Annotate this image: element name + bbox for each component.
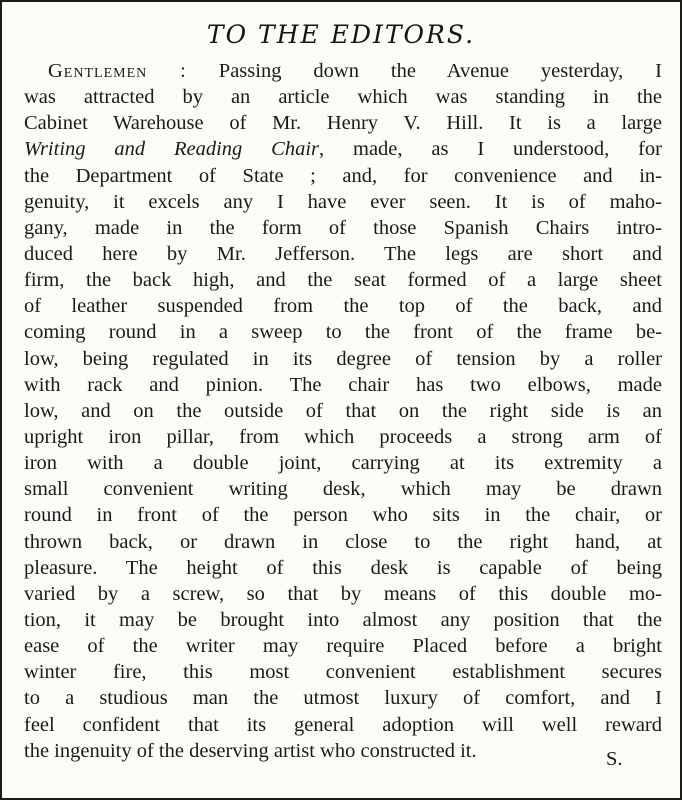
chair-name-italic: Writing and Reading Chair [24,138,320,161]
text-line: round in front of the person who sits in the chair, or [24,504,662,527]
text-line: low, and on the outside of that on the right side is an [24,399,662,422]
article-heading: TO THE EDITORS. [206,20,476,49]
text-line: Cabinet Warehouse of Mr. Henry V. Hill. It is a large [24,112,662,135]
text-line: Gentlemen : Passing down the Avenue yesterday, I [48,60,662,82]
text-line: thrown back, or drawn in close to the right hand, at [24,530,662,553]
text-line: to a studious man the utmost luxury of comfort, and I [24,687,662,710]
text-line: Writing and Reading Chair, made, as I understood, for [24,138,662,161]
signature: S. [606,748,623,770]
text-line: duced here by Mr. Jefferson. The legs are short and [24,242,662,265]
text-line: gany, made in the form of those Spanish Chairs intro- [24,216,662,239]
text-line: feel confident that its general adoption will well reward [24,713,662,736]
text-line: with rack and pinion. The chair has two elbows, made [24,373,662,396]
text-line: coming round in a sweep to the front of the frame be- [24,321,662,344]
text-line: was attracted by an article which was standing in the [24,86,662,109]
text-line: ease of the writer may require Placed before a bright [24,635,662,658]
text-line: upright iron pillar, from which proceeds a strong arm of [24,425,662,448]
text-line: the Department of State ; and, for convenience and in- [24,164,662,187]
text-line: of leather suspended from the top of the back, and [24,295,662,318]
text-line: the ingenuity of the deserving artist who constructed it. [24,739,477,762]
text-line: winter fire, this most convenient establishment secures [24,661,662,684]
text-line: varied by a screw, so that by means of this double mo- [24,582,662,605]
text-line: small convenient writing desk, which may be drawn [24,478,662,501]
text-line: pleasure. The height of this desk is capable of being [24,556,662,579]
text-line: firm, the back high, and the seat formed of a large sheet [24,269,662,292]
text-line: tion, it may be brought into almost any position that the [24,608,662,631]
text-line: iron with a double joint, carrying at its extremity a [24,452,662,475]
article-body [24,58,662,764]
salutation: Gentlemen : [48,60,187,82]
text-line: low, being regulated in its degree of tension by a roller [24,347,662,370]
text-line: genuity, it excels any I have ever seen. It is of maho- [24,190,662,213]
